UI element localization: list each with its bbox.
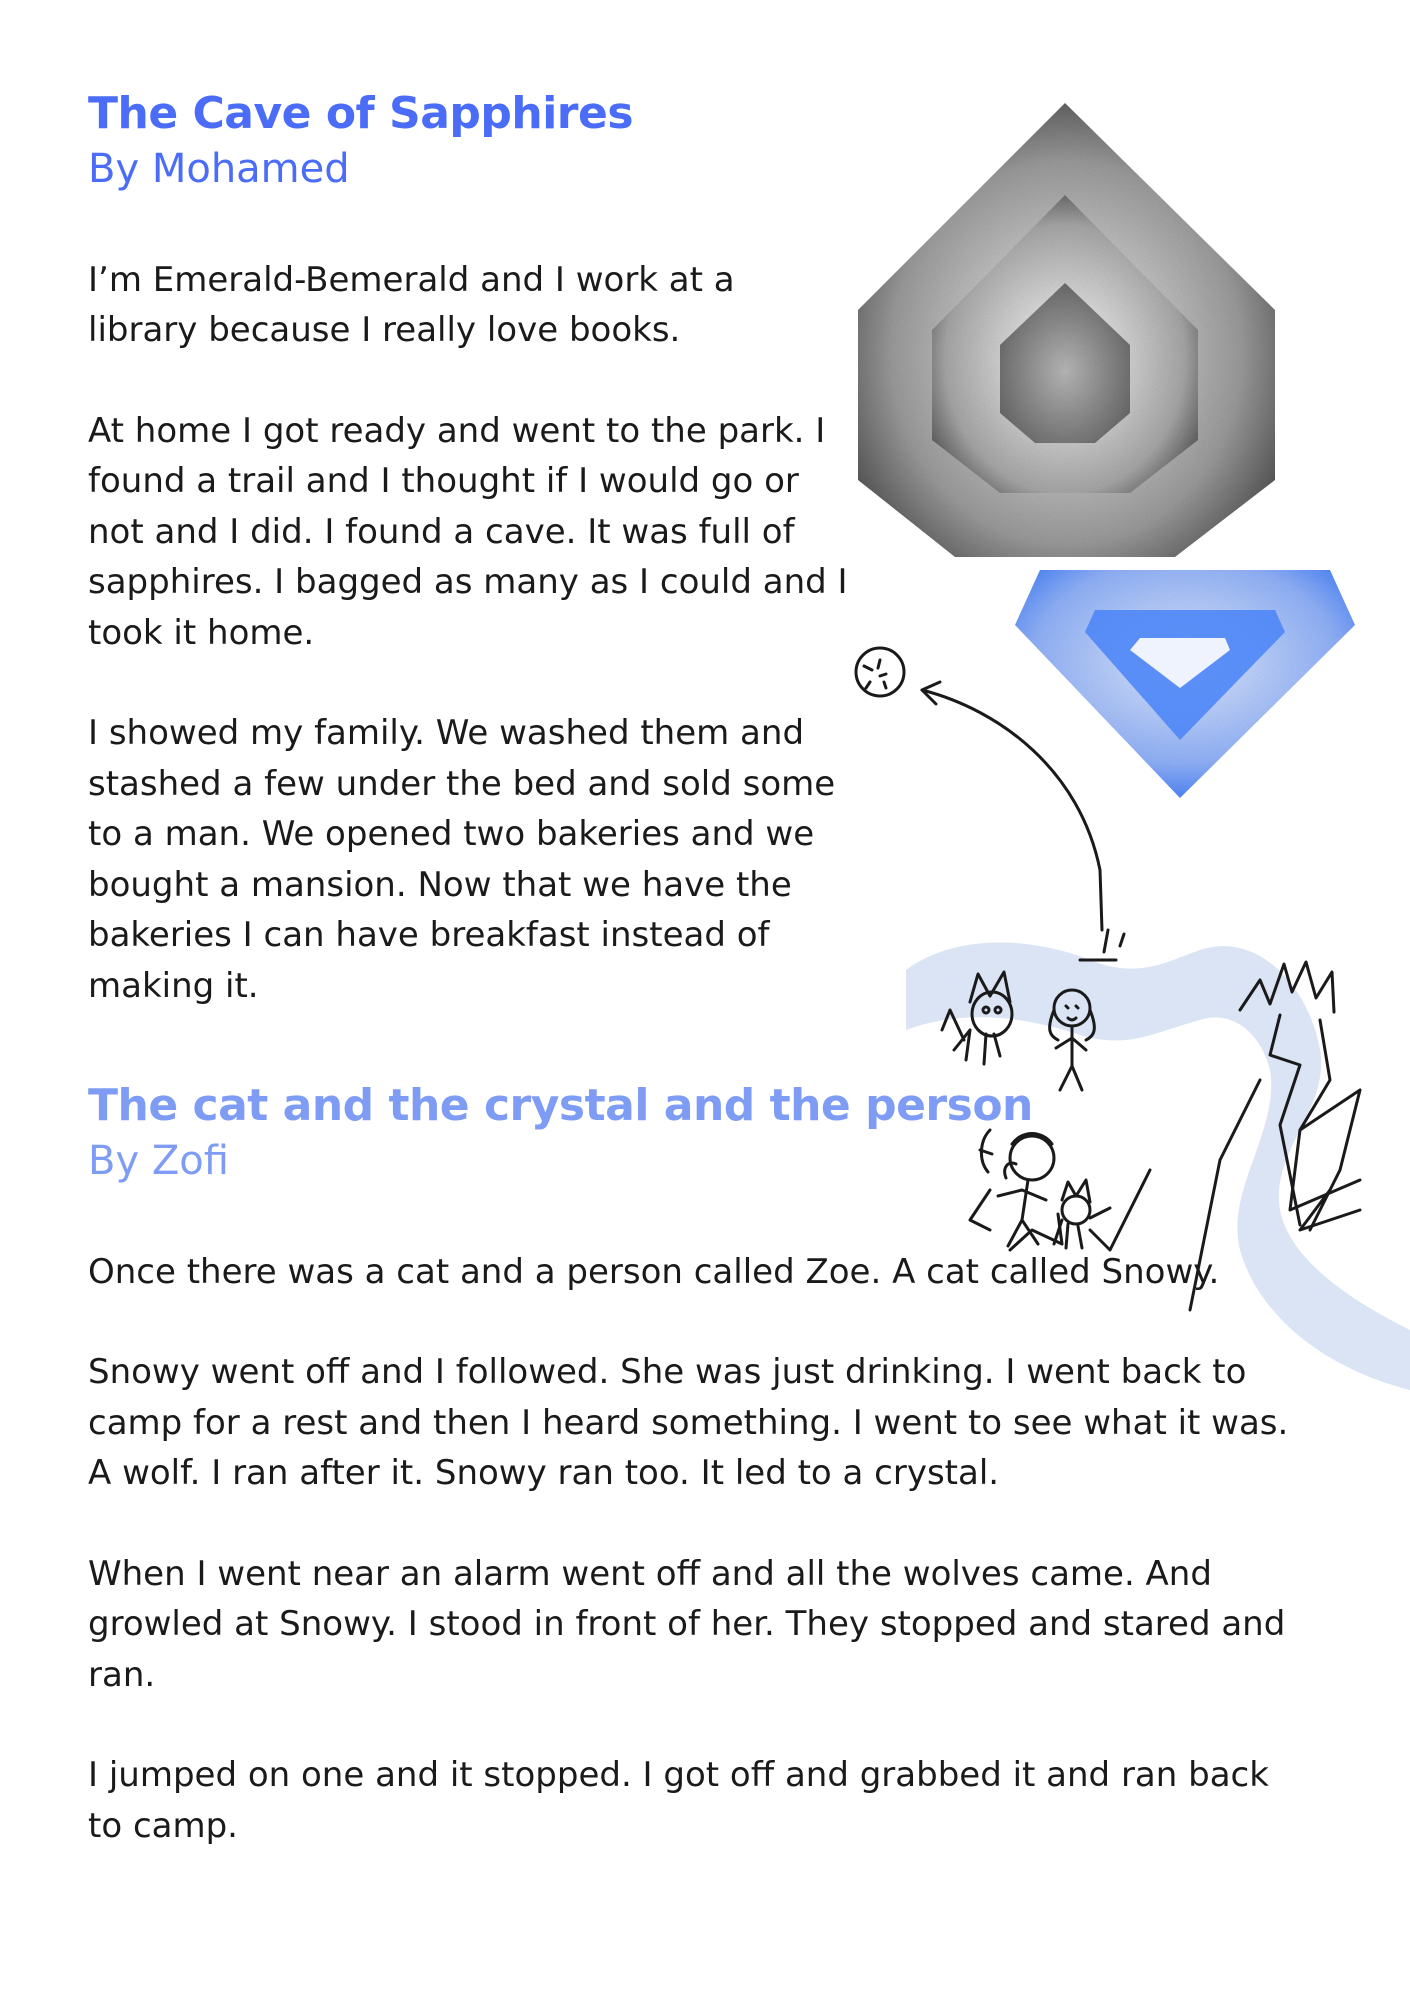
story-paragraph: Snowy went off and I followed. She was just drinking. I went back to camp for a rest and then I heard something. I went to see what it was. A wolf. I ran after it. Snowy ran too. It led to a crystal. xyxy=(88,1352,1289,1494)
story-title: The Cave of Sapphires xyxy=(88,88,634,139)
story-paragraph: Once there was a cat and a person called Zoe. A cat called Snowy. xyxy=(88,1251,1220,1292)
story-author: By Zofi xyxy=(88,1137,229,1184)
story-paragraph: I showed my family. We washed them and stashed a few under the bed and sold some to a man. We opened two bakeries and we bought a mansion. Now that we have the bakeries I can have breakfast instead of making it. xyxy=(88,713,836,1006)
story-body xyxy=(88,1247,1298,1852)
story-cat-and-crystal xyxy=(88,1080,1298,1901)
story-paragraph: I jumped on one and it stopped. I got off and grabbed it and ran back to camp. xyxy=(88,1755,1269,1846)
story-cave-of-sapphires xyxy=(88,88,848,1061)
grey-gem-illustration xyxy=(850,95,1290,565)
story-paragraph: I’m Emerald-Bemerald and I work at a library because I really love books. xyxy=(88,259,735,351)
story-title: The cat and the crystal and the person xyxy=(88,1080,1033,1131)
story-paragraph: When I went near an alarm went off and all the wolves came. And growled at Snowy. I stood in front of her. They stopped and stared and ran. xyxy=(88,1553,1286,1695)
story-paragraph: At home I got ready and went to the park. I found a trail and I thought if I would go or not and I did. I found a cave. It was full of sapphires. I bagged as many as I could and I took it home. xyxy=(88,410,848,653)
story-author: By Mohamed xyxy=(88,145,350,192)
story-body xyxy=(88,255,848,1012)
